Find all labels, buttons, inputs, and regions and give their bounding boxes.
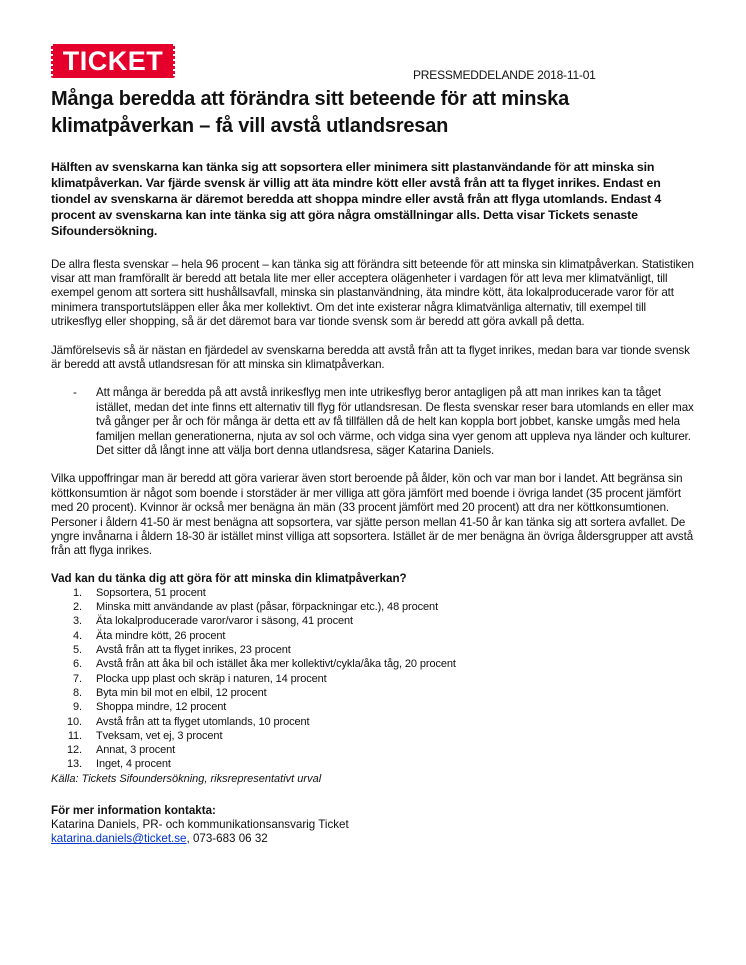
list-item: 3. Äta lokalproducerade varor/varor i säsong, 41 procent xyxy=(73,615,354,628)
quote-dash: - xyxy=(73,386,77,400)
lead-paragraph: Hälften av svenskarna kan tänka sig att sopsortera eller minimera sitt plastanvändande för att minska sin klimatpåverkan. Var fjärde svensk är villig att äta mindre kött eller avstå från att ta flyget inrikes. Endast en tiondel av svenskarna är däremot beredda att shoppa mindre eller avstå från att flyga utomlands. Endast 4 procent av svenskarna kan inte tänka sig att göra några omställningar alls. Detta visar Tickets senaste Sifoundersökning. xyxy=(51,160,662,238)
list-item: 11. Tveksam, vet ej, 3 procent xyxy=(67,729,223,742)
survey-results-list xyxy=(51,586,699,772)
ticket-logo xyxy=(51,44,175,78)
list-item: 2. Minska mitt användande av plast (påsar, förpackningar etc.), 48 procent xyxy=(73,601,439,614)
list-item: 7. Plocka upp plast och skräp i naturen, 14 procent xyxy=(73,672,327,685)
contact-email-link[interactable]: katarina.daniels@ticket.se xyxy=(51,832,187,846)
contact-phone: , 073-683 06 32 xyxy=(186,832,268,846)
body-paragraph-1: De allra flesta svenskar – hela 96 procent – kan tänka sig att förändra sitt beteende för att minska sin klimatpåverkan. Statistiken visar att man framförallt är beredd att betala lite mer eller acceptera olägenheter i vardagen för att leva mer klimatvänligt, till exempel genom att sortera sitt hushållsavfall, minska sin plastanvändning, äta mindre kött, äta lokalproducerade varor för att minimera transportutsläppen eller åka mer kollektivt. Om det inte existerar några klimatvänliga alternativ, till exempel till utrikesflyg eller shopping, så är det däremot bara var tionde svensk som är beredd att göra avkall på detta. xyxy=(51,257,694,329)
list-item: 10. Avstå från att ta flyget utomlands, 10 procent xyxy=(67,715,310,728)
contact-details xyxy=(51,832,699,846)
logo-text: TICKET xyxy=(62,46,164,76)
list-item: 12. Annat, 3 procent xyxy=(67,744,176,757)
list-item: 5. Avstå från att ta flyget inrikes, 23 procent xyxy=(73,644,291,657)
list-item: 9. Shoppa mindre, 12 procent xyxy=(73,701,227,714)
body-paragraph-2: Jämförelsevis så är nästan en fjärdedel av svenskarna beredda att avstå från att ta flyget inrikes, medan bara var tionde svensk är beredd att avstå utlandsresan för att minska sin klimatpåverkan. xyxy=(51,343,690,371)
document-body xyxy=(51,86,699,847)
survey-source: Källa: Tickets Sifoundersökning, riksrepresentativt urval xyxy=(51,772,322,785)
quote-text: Att många är beredda på att avstå inrikesflyg men inte utrikesflyg beror antagligen på att man inrikes kan ta tåget istället, medan det inte finns ett alternativ till flyg för utlandsresan. De flesta svenskar reser bara utomlands en eller max två gånger per år och för många är detta ett av få tillfällen då de helt kan koppla bort jobbet, kanske umgås med hela familjen mellan generationerna, njuta av sol och värme, och vidga sina vyer genom att uppleva nya länder och kulturer. Det sitter då långt inne att välja bort denna utlandsresa, säger Katarina Daniels. xyxy=(96,386,694,457)
list-item: 4. Äta mindre kött, 26 procent xyxy=(73,629,226,642)
list-item: 8. Byta min bil mot en elbil, 12 procent xyxy=(73,686,267,699)
survey-question: Vad kan du tänka dig att göra för att minska din klimatpåverkan? xyxy=(51,571,407,585)
body-paragraph-3: Vilka uppoffringar man är beredd att göra varierar även stort beroende på ålder, kön och var man bor i landet. Att begränsa sin köttkonsumtion är något som boende i storstäder är mer villiga att göra jämfört med boende i övriga landet (35 procent jämfört med 20 procent). Kvinnor är också mer benägna än män (33 procent jämfört med 20 procent) att dra ner köttkonsumtionen. Personer i åldern 41-50 är mest benägna att sopsortera, var sjätte person mellan 41-50 år kan tänka sig att sortera avfallet. De yngre invånarna i åldern 18-30 är istället minst villiga att sopsortera. Istället är de mer benägna än övriga åldersgrupper att avstå från att flyga inrikes. xyxy=(51,472,694,558)
page-title: Många beredda att förändra sitt beteende för att minska klimatpåverkan – få vill avstå utlandsresan xyxy=(51,88,569,137)
list-item: 6. Avstå från att åka bil och istället åka mer kollektivt/cykla/åka tåg, 20 procent xyxy=(73,658,456,671)
contact-name: Katarina Daniels, PR- och kommunikationsansvarig Ticket xyxy=(51,817,349,831)
contact-heading: För mer information kontakta: xyxy=(51,803,216,817)
quote-block xyxy=(51,386,699,458)
list-item: 1. Sopsortera, 51 procent xyxy=(73,586,206,599)
press-release-date: PRESSMEDDELANDE 2018-11-01 xyxy=(413,68,596,82)
list-item: 13. Inget, 4 procent xyxy=(67,758,171,771)
